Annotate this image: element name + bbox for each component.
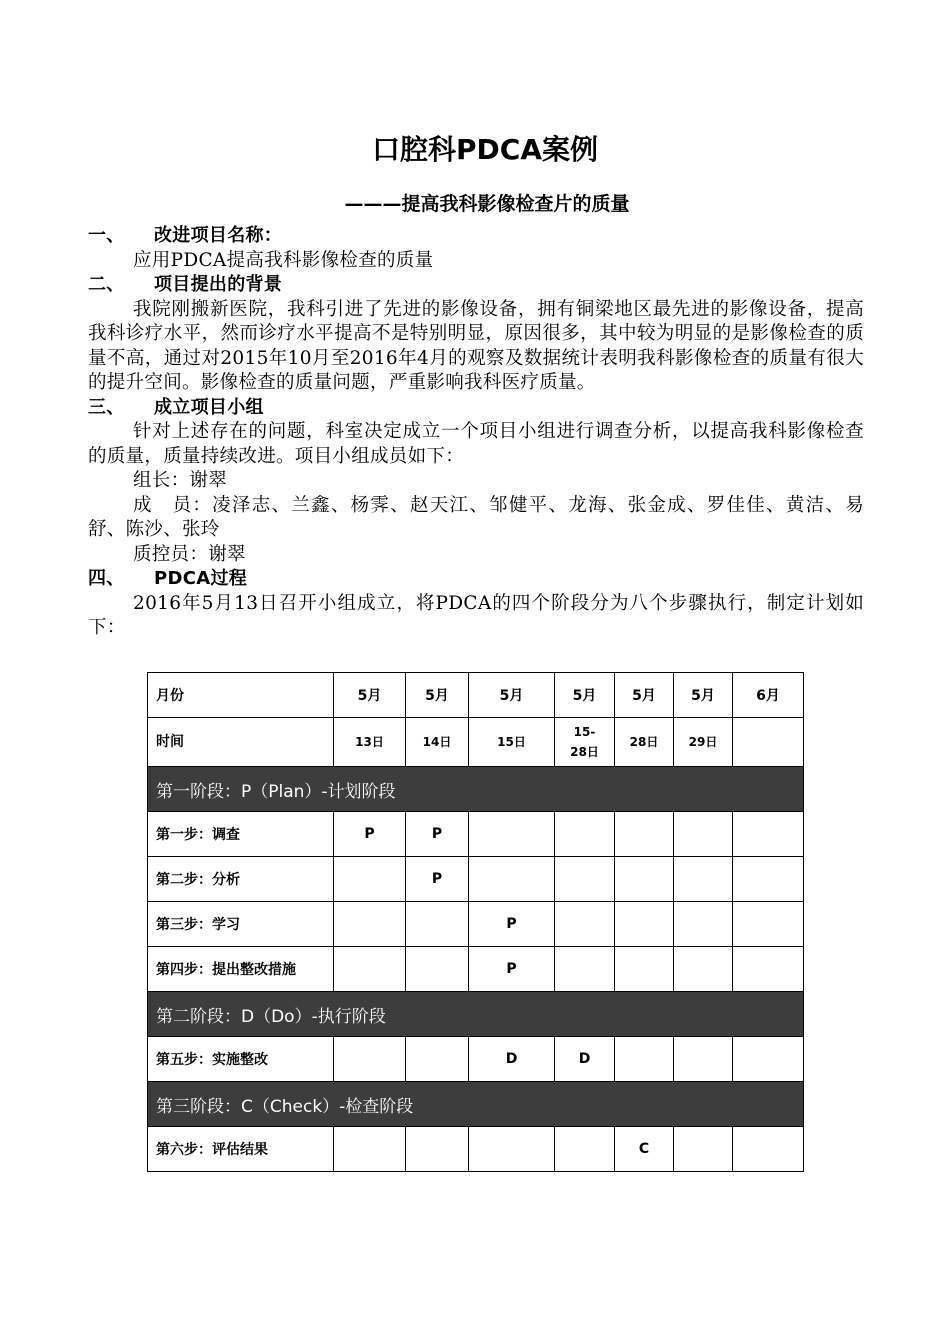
step-mark-cell xyxy=(555,857,615,902)
document-body xyxy=(88,224,864,641)
step-label: 第三步：学习 xyxy=(148,902,334,947)
step-row xyxy=(148,1127,804,1172)
time-cell: 15-28日 xyxy=(555,718,615,767)
step-mark-cell xyxy=(733,1037,804,1082)
pdca-intro-paragraph: 2016年5月13日召开小组成立，将PDCA的四个阶段分为八个步骤执行，制定计划如下： xyxy=(88,592,864,638)
step-mark-cell xyxy=(674,947,733,992)
month-cell: 5月 xyxy=(334,673,406,718)
step-mark-cell xyxy=(733,902,804,947)
project-name-text: 应用PDCA提高我科影像检查的质量 xyxy=(133,249,434,271)
step-mark-cell xyxy=(334,1127,406,1172)
section-heading-1 xyxy=(88,224,864,249)
step-mark-cell xyxy=(674,1127,733,1172)
step-mark-cell xyxy=(334,947,406,992)
phase-label: 第三阶段：C（Check）-检查阶段 xyxy=(148,1082,804,1127)
time-cell: 14日 xyxy=(406,718,469,767)
step-mark-cell xyxy=(555,902,615,947)
phase-row xyxy=(148,992,804,1037)
step-mark-cell: P xyxy=(406,857,469,902)
month-cell: 5月 xyxy=(406,673,469,718)
phase-label: 第二阶段：D（Do）-执行阶段 xyxy=(148,992,804,1037)
time-cell: 15日 xyxy=(469,718,555,767)
section-heading-3 xyxy=(88,396,864,421)
step-mark-cell xyxy=(733,1127,804,1172)
time-cell: 13日 xyxy=(334,718,406,767)
document-title: 口腔科PDCA案例 xyxy=(372,133,598,166)
team-members: 成 员：凌泽志、兰鑫、杨霁、赵天江、邹健平、龙海、张金成、罗佳佳、黄洁、易舒、陈沙、张玲 xyxy=(88,494,864,540)
step-mark-cell: D xyxy=(555,1037,615,1082)
step-mark-cell xyxy=(674,857,733,902)
step-label: 第五步：实施整改 xyxy=(148,1037,334,1082)
step-mark-cell: P xyxy=(406,812,469,857)
section-number: 四、 xyxy=(88,568,125,589)
month-label: 月份 xyxy=(148,673,334,718)
step-mark-cell xyxy=(615,902,674,947)
month-row xyxy=(148,673,804,718)
section-title: 项目提出的背景 xyxy=(154,274,283,295)
step-mark-cell xyxy=(406,1037,469,1082)
step-row xyxy=(148,902,804,947)
section-heading-4 xyxy=(88,567,864,592)
month-cell: 5月 xyxy=(615,673,674,718)
section-heading-2 xyxy=(88,273,864,298)
section-title: PDCA过程 xyxy=(154,568,248,589)
month-cell: 5月 xyxy=(555,673,615,718)
step-row xyxy=(148,947,804,992)
step-mark-cell xyxy=(469,857,555,902)
step-mark-cell xyxy=(615,812,674,857)
step-row xyxy=(148,812,804,857)
step-mark-cell xyxy=(615,947,674,992)
background-paragraph: 我院刚搬新医院，我科引进了先进的影像设备，拥有铜梁地区最先进的影像设备，提高我科诊疗水平，然而诊疗水平提高不是特别明显，原因很多，其中较为明显的是影像检查的质量不高，通过对2015年10月至2016年4月的观察及数据统计表明我科影像检查的质量有很大的提升空间。影像检查的质量问题，严重影响我科医疗质量。 xyxy=(88,298,864,393)
time-cell xyxy=(733,718,804,767)
step-mark-cell: D xyxy=(469,1037,555,1082)
step-mark-cell: P xyxy=(334,812,406,857)
step-mark-cell xyxy=(469,812,555,857)
step-mark-cell xyxy=(555,947,615,992)
step-mark-cell xyxy=(733,812,804,857)
step-mark-cell xyxy=(555,812,615,857)
team-leader: 组长：谢翠 xyxy=(133,470,228,491)
step-mark-cell xyxy=(733,857,804,902)
document-subtitle: ———提高我科影像检查片的质量 xyxy=(344,193,630,215)
pdca-plan-table xyxy=(147,672,804,1172)
section-title: 成立项目小组 xyxy=(154,396,264,418)
team-intro-paragraph: 针对上述存在的问题，科室决定成立一个项目小组进行调查分析，以提高我科影像检查的质量，质量持续改进。项目小组成员如下： xyxy=(88,421,864,467)
step-mark-cell xyxy=(334,1037,406,1082)
step-mark-cell xyxy=(334,902,406,947)
time-label: 时间 xyxy=(148,718,334,767)
step-mark-cell xyxy=(733,947,804,992)
section-number: 一、 xyxy=(88,225,125,246)
step-mark-cell xyxy=(334,857,406,902)
step-row xyxy=(148,857,804,902)
step-mark-cell xyxy=(469,1127,555,1172)
time-row xyxy=(148,718,804,767)
time-cell: 28日 xyxy=(615,718,674,767)
step-mark-cell xyxy=(615,1037,674,1082)
phase-row xyxy=(148,767,804,812)
quality-controller: 质控员：谢翠 xyxy=(133,543,246,565)
step-label: 第二步：分析 xyxy=(148,857,334,902)
step-mark-cell xyxy=(406,902,469,947)
month-cell: 6月 xyxy=(733,673,804,718)
step-mark-cell xyxy=(406,1127,469,1172)
step-mark-cell: P xyxy=(469,902,555,947)
section-number: 三、 xyxy=(88,396,125,418)
section-title: 改进项目名称： xyxy=(154,225,283,246)
step-label: 第一步：调查 xyxy=(148,812,334,857)
step-mark-cell xyxy=(674,812,733,857)
step-mark-cell: P xyxy=(469,947,555,992)
month-cell: 5月 xyxy=(469,673,555,718)
step-mark-cell: C xyxy=(615,1127,674,1172)
section-number: 二、 xyxy=(88,274,125,295)
step-mark-cell xyxy=(674,902,733,947)
step-label: 第六步：评估结果 xyxy=(148,1127,334,1172)
step-mark-cell xyxy=(406,947,469,992)
step-label: 第四步：提出整改措施 xyxy=(148,947,334,992)
time-cell: 29日 xyxy=(674,718,733,767)
step-mark-cell xyxy=(615,857,674,902)
phase-label: 第一阶段：P（Plan）-计划阶段 xyxy=(148,767,804,812)
step-mark-cell xyxy=(674,1037,733,1082)
step-row xyxy=(148,1037,804,1082)
month-cell: 5月 xyxy=(674,673,733,718)
step-mark-cell xyxy=(555,1127,615,1172)
phase-row xyxy=(148,1082,804,1127)
